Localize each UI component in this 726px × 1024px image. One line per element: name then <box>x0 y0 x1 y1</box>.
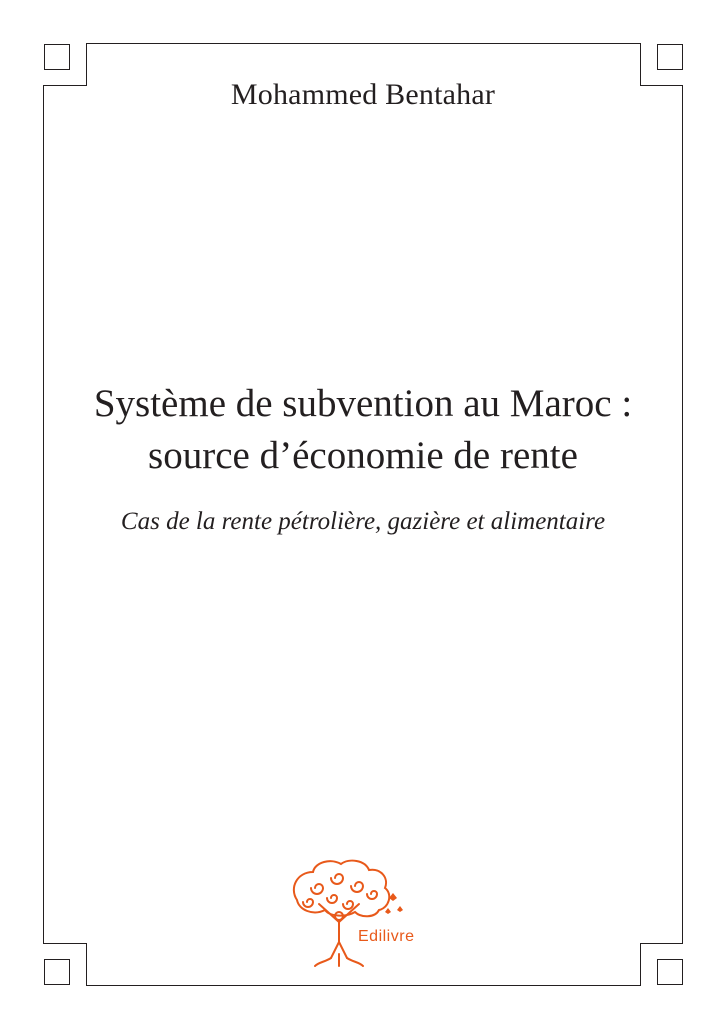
corner-square-top-left <box>45 45 70 70</box>
publisher-name: Edilivre <box>358 928 415 945</box>
book-subtitle: Cas de la rente pétrolière, gazière et alimentaire <box>120 508 606 535</box>
book-title-line-1: Système de subvention au Maroc : <box>93 382 633 425</box>
book-title <box>0 378 726 482</box>
tree-person-icon <box>285 858 455 970</box>
corner-square-bottom-left <box>45 960 70 985</box>
book-title-line-2: source d’économie de rente <box>148 434 578 477</box>
author-name: Mohammed Bentahar <box>230 78 496 111</box>
corner-square-bottom-right <box>658 960 683 985</box>
corner-square-top-right <box>658 45 683 70</box>
